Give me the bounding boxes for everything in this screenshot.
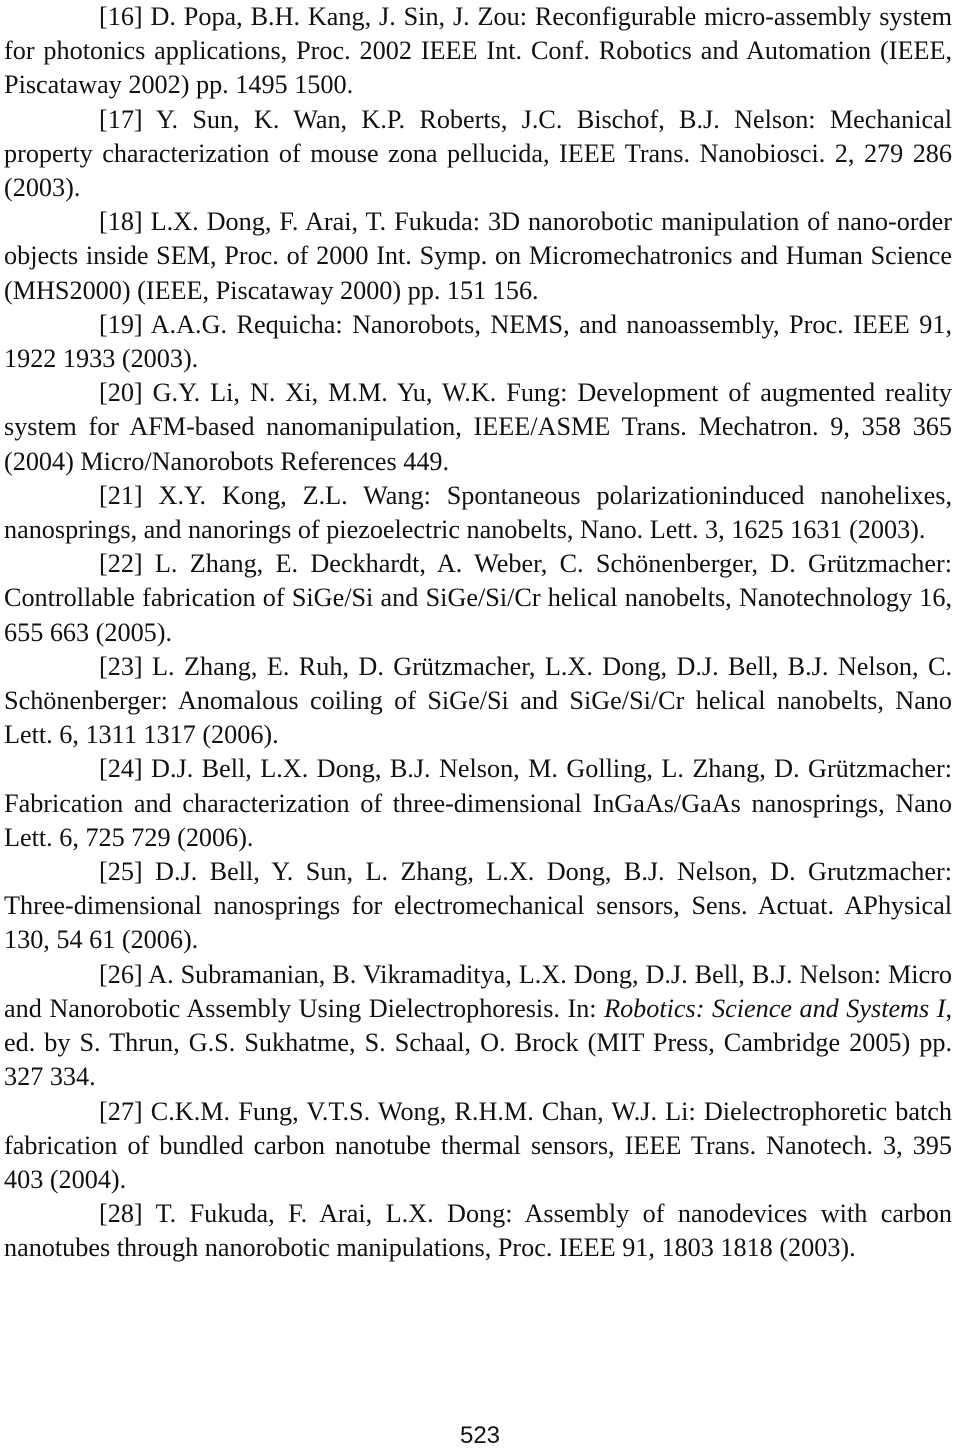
reference-16: [16] D. Popa, B.H. Kang, J. Sin, J. Zou: Reconfigurable micro-assembly system for photonics applications, Proc. 2002 IEEE Int. Conf. Robotics and Automation (IEEE, Piscataway 2002) pp. 1495 1500.	[4, 2, 952, 100]
reference-23: [23] L. Zhang, E. Ruh, D. Grützmacher, L.X. Dong, D.J. Bell, B.J. Nelson, C. Schönenberger: Anomalous coiling of SiGe/Si and SiGe/Si/Cr helical nanobelts, Nano Lett. 6, 1311 1317 (2006).	[4, 651, 952, 750]
reference-26-book-title: Robotics: Science and Systems I	[604, 993, 946, 1023]
reference-22: [22] L. Zhang, E. Deckhardt, A. Weber, C. Schönenberger, D. Grützmacher: Controllable fabrication of SiGe/Si and SiGe/Si/Cr helical nanobelts, Nanotechnology 16, 655 663 (2005).	[4, 549, 952, 647]
reference-list	[4, 0, 952, 1266]
reference-24: [24] D.J. Bell, L.X. Dong, B.J. Nelson, M. Golling, L. Zhang, D. Grützmacher: Fabrication and characterization of three-dimensional InGaAs/GaAs nanosprings, Nano Lett. 6, 725 729 (2006).	[4, 754, 952, 852]
page-number: 523	[459, 1422, 501, 1449]
reference-26-tail: , ed. by S. Thrun, G.S. Sukhatme, S. Schaal, O. Brock (MIT Press, Cambridge 2005) pp. 327 334.	[4, 993, 952, 1092]
reference-28: [28] T. Fukuda, F. Arai, L.X. Dong: Assembly of nanodevices with carbon nanotubes through nanorobotic manipulations, Proc. IEEE 91, 1803 1818 (2003).	[4, 1199, 952, 1263]
reference-27: [27] C.K.M. Fung, V.T.S. Wong, R.H.M. Chan, W.J. Li: Dielectrophoretic batch fabrication of bundled carbon nanotube thermal sensors, IEEE Trans. Nanotech. 3, 395 403 (2004).	[4, 1096, 952, 1194]
reference-26-lead: [26] A. Subramanian, B. Vikramaditya, L.X. Dong, D.J. Bell, B.J. Nelson: Micro and Nanorobotic Assembly Using Dielectrophoresis. In:	[4, 959, 952, 1023]
reference-18: [18] L.X. Dong, F. Arai, T. Fukuda: 3D nanorobotic manipulation of nano-order objects inside SEM, Proc. of 2000 Int. Symp. on Micromechatronics and Human Science (MHS2000) (IEEE, Piscataway 2000) pp. 151 156.	[4, 207, 952, 305]
reference-21: [21] X.Y. Kong, Z.L. Wang: Spontaneous polarizationinduced nanohelixes, nanosprings, and nanorings of piezoelectric nanobelts, Nano. Lett. 3, 1625 1631 (2003).	[4, 480, 952, 545]
reference-26	[4, 958, 952, 1095]
reference-19: [19] A.A.G. Requicha: Nanorobots, NEMS, and nanoassembly, Proc. IEEE 91, 1922 1933 (2003).	[4, 309, 952, 374]
reference-20: [20] G.Y. Li, N. Xi, M.M. Yu, W.K. Fung: Development of augmented reality system for AFM-based nanomanipulation, IEEE/ASME Trans. Mechatron. 9, 358 365 (2004) Micro/Nanorobots References 449.	[4, 378, 952, 476]
reference-25: [25] D.J. Bell, Y. Sun, L. Zhang, L.X. Dong, B.J. Nelson, D. Grutzmacher: Three-dimensional nanosprings for electromechanical sensors, Sens. Actuat. APhysical 130, 54 61 (2006).	[4, 857, 952, 955]
reference-17: [17] Y. Sun, K. Wan, K.P. Roberts, J.C. Bischof, B.J. Nelson: Mechanical property characterization of mouse zona pellucida, IEEE Trans. Nanobiosci. 2, 279 286 (2003).	[4, 104, 952, 203]
